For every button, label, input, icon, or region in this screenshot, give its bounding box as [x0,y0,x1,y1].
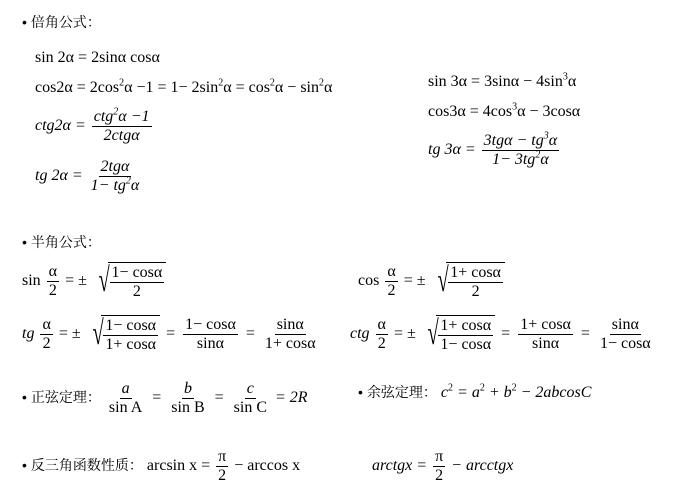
tg3a-fraction: $\frac{3tg\alpha - tg^3\alpha}{1- 3tg^2\alpha}$ [483,130,558,168]
formula-cos2a: $\cos 2\alpha = 2\cos^2\alpha -1 = 1- 2\sin^2\alpha = \cos^2\alpha - \sin^2\alpha$ [35,77,333,96]
sqrt-sign: √ $\frac{1+ \cos\alpha}{1- \cos\alpha}$ [420,315,495,354]
formula-ctg-half: ctg $\frac{\alpha}{2}$ = ± √ $\frac{1+ \cos\alpha}{1- \cos\alpha}$ = $\frac{1+ \cos\alpha}{\sin\alpha}$ = $\frac{\sin\alpha}{1- \cos\alpha}$ [350,315,651,353]
formula-tg-half: tg $\frac{\alpha}{2}$ = ± √ $\frac{1- \cos\alpha}{1+ \cos\alpha}$ = $\frac{1- \cos\alpha}{\sin\alpha}$ = $\frac{\sin\alpha}{1+ \cos\alpha}$ [22,315,316,353]
formula-sine-law: • 正弦定理： $\frac{a}{\text{sin A}}$ = $\frac{b}{\text{sin B}}$ = $\frac{c}{\text{sin C}}$ = 2R [22,380,308,416]
formula-sin-half: sin $\frac{\alpha}{2}$ = ± √ $\frac{1- \cos\alpha}{2}$ [22,262,166,301]
formula-sin2a: sin 2α = 2sinα cosα [35,49,160,66]
sqrt-sign: √ $\frac{1- \cos\alpha}{2}$ [91,262,166,301]
sqrt-sign: √ $\frac{1+ \cos\alpha}{2}$ [430,262,505,301]
formula-cos-half: cos $\frac{\alpha}{2}$ = ± √ $\frac{1+ \cos\alpha}{2}$ [358,262,505,301]
formula-tg3a: tg 3α = $\frac{3tg\alpha - tg^3\alpha}{1- 3tg^2\alpha}$ [428,130,558,168]
section-double-angle: • 倍角公式： [22,14,101,30]
ctg2a-fraction: $\frac{ctg^2\alpha -1}{\text{2ctgα}}$ [93,106,150,144]
formula-cosine-law: • 余弦定理： $c^2 = a^2 + b^2 - 2abcosC$ [358,382,592,401]
formula-tg2a: tg 2α = $\frac{\text{2tgα}}{1- tg^2\alpha}$ [35,158,140,194]
formula-arctg: arctgx = $\frac{\pi}{2}$ − arcctgx [372,448,514,484]
section-half-angle: • 半角公式： [22,234,101,250]
sqrt-sign: √ $\frac{1- \cos\alpha}{1+ \cos\alpha}$ [85,315,160,354]
tg2a-fraction: $\frac{\text{2tgα}}{1- tg^2\alpha}$ [90,158,140,194]
formula-cos3a: $\cos 3\alpha = 4\cos^3\alpha - 3\cos\alpha$ [428,101,581,120]
formula-inverse-trig: • 反三角函数性质： arcsin x = $\frac{\pi}{2}$ − arccos x [22,448,301,484]
formula-sin3a: $\sin 3\alpha = 3\sin\alpha - 4\sin^3\alpha$ [428,71,577,90]
formula-ctg2a: ctg2α = $\frac{ctg^2\alpha -1}{\text{2ctgα}}$ [35,106,150,144]
